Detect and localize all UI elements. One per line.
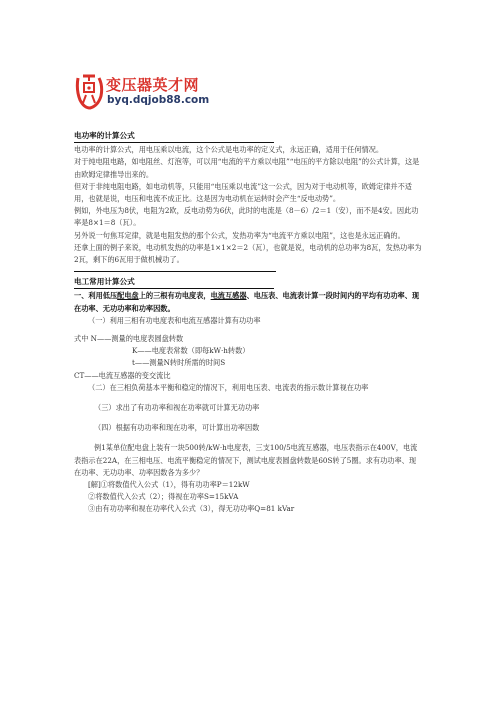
solution-step-3: ③由有功功率和视在功率代入公式（3），得无功功率Q=81 kVar [88, 504, 295, 514]
solution-step-1: [解]①将数值代入公式（1），得有功功率P＝12kW [88, 480, 250, 490]
formula-legend-t: t——测量N转时所需的时间S [132, 358, 226, 368]
paragraph: 还拿上面的例子来说，电动机发热的功率是1×1×2＝2（瓦），也就是说，电动机的总功率为8瓦，发热功率为2瓦，剩下的6瓦用于做机械功了。 [74, 242, 422, 265]
formula-legend-k: K——电度表常数（即每kW·h转数） [132, 346, 250, 356]
item-heading: （一）利用三相有功电度表和电流互感器计算有功功率 [88, 315, 261, 325]
example-paragraph: 例1某单位配电盘上装有一块500转/kW·h电度表，三支100/5电流互感器，电压表指示在400V，电流表指示在22A，在三相电压、电流平衡稳定的情况下，测试电度表圆盘转数是60S转了5圈。求有功功率、现在功率、无功功率、功率因数各为多少？ [74, 443, 418, 477]
logo-url[interactable]: byq.dqjob88.com [107, 94, 210, 106]
lead-text: 上的三根有功电度表， [138, 291, 211, 301]
solution-step-2: ②将数值代入公式（2）；得视在功率S=15kVA [88, 492, 239, 502]
paragraph: 但对于非纯电阻电路，如电动机等，只能用“电压乘以电流”这一公式，因为对于电动机等，欧姆定律并不适用，也就是说，电压和电流不成正比。这是因为电动机在运转时会产生“反电动势”。 [74, 181, 412, 204]
site-logo[interactable] [74, 70, 234, 112]
section-divider [74, 271, 276, 272]
link-distribution-board[interactable]: 配电盘 [117, 291, 139, 301]
item-heading: （三）求出了有功功率和视在功率就可计算无功功率 [94, 403, 260, 413]
talent-logo-icon [74, 72, 104, 110]
item-heading: （二）在三相负荷基本平衡和稳定的情况下，利用电压表、电流表的指示数计算视在功率 [88, 382, 369, 392]
lead-paragraph [74, 290, 422, 314]
paragraph: 另外说一句焦耳定律，就是电阻发热的那个公式，发热功率为“电流平方乘以电阻”，这也是永远正确的。 [74, 230, 405, 240]
lead-text: 一、利用低压 [74, 291, 118, 301]
document-body [74, 130, 422, 516]
logo-title: 变压器英才网 [106, 76, 200, 94]
formula-legend-ct: CT——电流互感器的变交流比 [74, 370, 171, 380]
paragraph: 例如，外电压为8伏，电阻为2欧，反电动势为6伏，此时的电流是（8－6）/2＝1（安），而不是4安。因此功率是8×1＝8（瓦）。 [74, 206, 419, 228]
title-underline [74, 142, 274, 143]
link-current-transformer[interactable]: 电流互感器 [210, 291, 247, 301]
item-heading: （四）根据有功功率和现在功率，可计算出功率因数 [94, 423, 260, 433]
formula-legend-n: 式中 N——测量的电度表圆盘转数 [74, 334, 184, 344]
section-title-electrician-formulas: 电工常用计算公式 [74, 277, 135, 287]
paragraph: 电功率的计算公式，用电压乘以电流，这个公式是电功率的定义式，永远正确，适用于任何情况。 [74, 145, 384, 155]
section-title-power-formula: 电功率的计算公式 [74, 131, 135, 140]
paragraph: 对于纯电阻电路，如电阻丝、灯泡等，可以用“电流的平方乘以电阻”“电压的平方除以电阻”的公式计算，这是由欧姆定律推导出来的。 [74, 157, 420, 179]
lead-text: 、电压表、电流表计算一段时间内的平均有功功率、现在功率、无功功率和功率因数。 [74, 291, 420, 313]
title-underline [74, 288, 274, 289]
